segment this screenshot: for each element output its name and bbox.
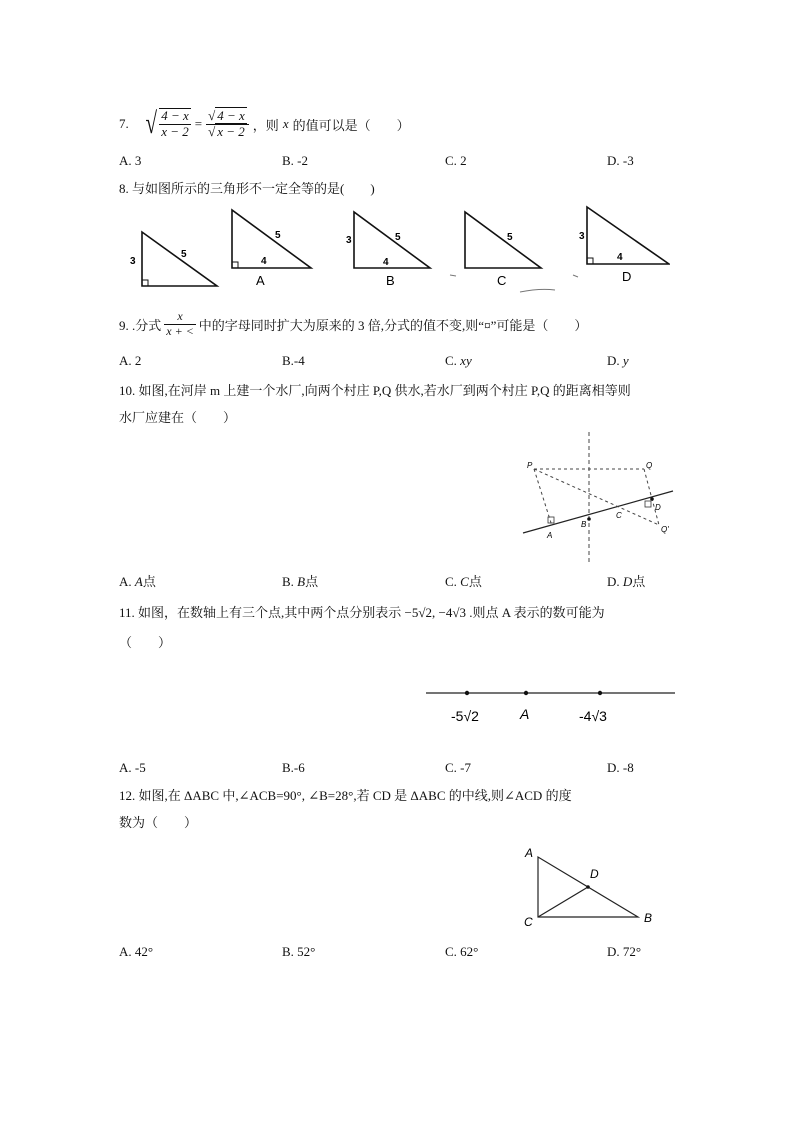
q9-option-b[interactable]: B.-4 <box>282 353 305 368</box>
median-cd <box>538 887 588 917</box>
q7-lhs-numerator: 4 − x <box>161 108 189 124</box>
q8-option-c-triangle[interactable] <box>465 212 541 268</box>
q9-fraction <box>164 310 196 339</box>
river-line-m <box>523 491 673 533</box>
q10-option-a[interactable]: A. A点 <box>119 574 156 589</box>
label-P: P <box>527 461 533 470</box>
q7-lhs-radical: √ $\frac{4 - x}{x - 2}$ <box>145 107 189 140</box>
point-B[interactable] <box>587 517 591 521</box>
q8-option-c-side-5: 5 <box>507 232 513 243</box>
q9-option-d[interactable]: D. y <box>607 353 629 368</box>
q8-option-b-triangle[interactable] <box>354 212 430 268</box>
q8-option-d-side-4: 4 <box>617 252 623 263</box>
q12-option-c[interactable]: C. 62° <box>445 944 479 959</box>
label-D: D <box>590 867 599 881</box>
q8-original-side-3: 3 <box>130 256 136 267</box>
q12-stem-line1: 12. 如图,在 ΔABC 中,∠ACB=90°, ∠B=28°,若 CD 是 ΔABC 的中线,则∠ACD 的度 <box>119 788 572 803</box>
q10-option-b[interactable]: B. B点 <box>282 574 319 589</box>
point-neg-5root2[interactable] <box>465 691 469 695</box>
point-D[interactable] <box>586 885 590 889</box>
label-C: C <box>616 511 622 520</box>
q8-option-b-side-5: 5 <box>395 232 401 243</box>
q7-option-a[interactable]: A. 3 <box>119 153 142 168</box>
q9-option-c[interactable]: C. xy <box>445 353 472 368</box>
q8-option-b-side-4: 4 <box>383 257 389 268</box>
q12-stem-line2: 数为（ ） <box>119 815 198 830</box>
q8-option-a-label: A <box>256 273 265 288</box>
q8-original-triangle <box>142 232 217 286</box>
label-A: A <box>525 846 534 860</box>
q9-fraction-numerator: x <box>164 310 196 325</box>
q8-stem: 8. 与如图所示的三角形不一定全等的是( ) <box>119 181 375 196</box>
label-C: C <box>524 915 533 929</box>
q11-option-c[interactable]: C. -7 <box>445 760 471 775</box>
q11-stem-line1: 11. 如图，在数轴上有三个点,其中两个点分别表示 −5√2, −4√3 .则点 A 表示的数可能为 <box>119 605 605 620</box>
q12-option-d[interactable]: D. 72° <box>607 944 642 959</box>
q9-fraction-denominator: x + < <box>166 323 194 338</box>
q10-stem-line2: 水厂应建在（ ） <box>119 410 237 425</box>
q7-option-c[interactable]: C. 2 <box>445 153 467 168</box>
q8-option-b-side-3: 3 <box>346 235 352 246</box>
label-D: D <box>655 503 661 512</box>
q7-stem-b: 的值可以是（ ） <box>292 117 410 133</box>
q8-option-a-triangle[interactable] <box>232 210 311 268</box>
q9-option-a[interactable]: A. 2 <box>119 353 142 368</box>
q7-lhs-denominator: x − 2 <box>161 124 189 139</box>
q7-option-d[interactable]: D. -3 <box>607 153 634 168</box>
q11-option-d[interactable]: D. -8 <box>607 760 634 775</box>
q8-option-a-side-5: 5 <box>275 230 281 241</box>
q8-triangles-figure <box>125 203 670 298</box>
q7-rhs-numerator: 4 − x <box>217 107 245 123</box>
q7-rhs-denominator: x − 2 <box>217 123 245 139</box>
point-neg-4root3[interactable] <box>598 691 602 695</box>
point-D[interactable] <box>650 497 654 501</box>
q10-river-figure <box>519 430 679 565</box>
label-A: A <box>547 531 553 540</box>
q8-option-d-label: D <box>622 269 632 284</box>
q8-option-d-side-3: 3 <box>579 231 585 242</box>
q7-rhs-fraction: $\frac{√ 4 - x}{√ x - 2}$ <box>206 109 249 140</box>
label-B: B <box>581 520 587 529</box>
q7-stem <box>119 104 410 144</box>
q9-prefix: 9. .分式 <box>119 317 162 333</box>
q10-stem-line1: 10. 如图,在河岸 m 上建一个水厂,向两个村庄 P,Q 供水,若水厂到两个村庄 P,Q 的距离相等则 <box>119 383 631 398</box>
q11-option-a[interactable]: A. -5 <box>119 760 146 775</box>
label-neg-5root2: -5√2 <box>451 708 479 724</box>
label-neg-4root3: -4√3 <box>579 708 607 724</box>
q12-triangle-figure <box>520 842 660 932</box>
label-Q-prime: Q' <box>661 525 669 534</box>
scan-smudge <box>573 275 578 277</box>
q8-option-c-label: C <box>497 273 507 288</box>
q8-option-a-side-4: 4 <box>261 256 267 267</box>
q10-option-c[interactable]: C. C点 <box>445 574 482 589</box>
q7-variable: x <box>282 116 289 131</box>
q10-option-d[interactable]: D. D点 <box>607 574 646 589</box>
q8-option-d-triangle[interactable] <box>587 207 669 264</box>
label-Q: Q <box>646 461 653 470</box>
q9-suffix: 中的字母同时扩大为原来的 3 倍,分式的值不变,则“¤”可能是（ ） <box>198 317 588 333</box>
point-A[interactable] <box>524 691 528 695</box>
label-B: B <box>644 911 653 925</box>
q7-equals: = <box>194 116 203 131</box>
q11-stem-line2: （ ） <box>119 635 172 650</box>
q11-number-line <box>425 682 677 732</box>
q11-option-b[interactable]: B.-6 <box>282 760 305 775</box>
q7-stem-a: ，则 <box>252 117 279 133</box>
q12-option-b[interactable]: B. 52° <box>282 944 316 959</box>
q9-stem <box>119 306 587 342</box>
label-A: A <box>520 706 530 722</box>
q7-number: 7. <box>119 116 129 131</box>
q7-option-b[interactable]: B. -2 <box>282 153 308 168</box>
q8-option-b-label: B <box>386 273 395 288</box>
q12-option-a[interactable]: A. 42° <box>119 944 154 959</box>
q8-original-side-5: 5 <box>181 249 187 260</box>
